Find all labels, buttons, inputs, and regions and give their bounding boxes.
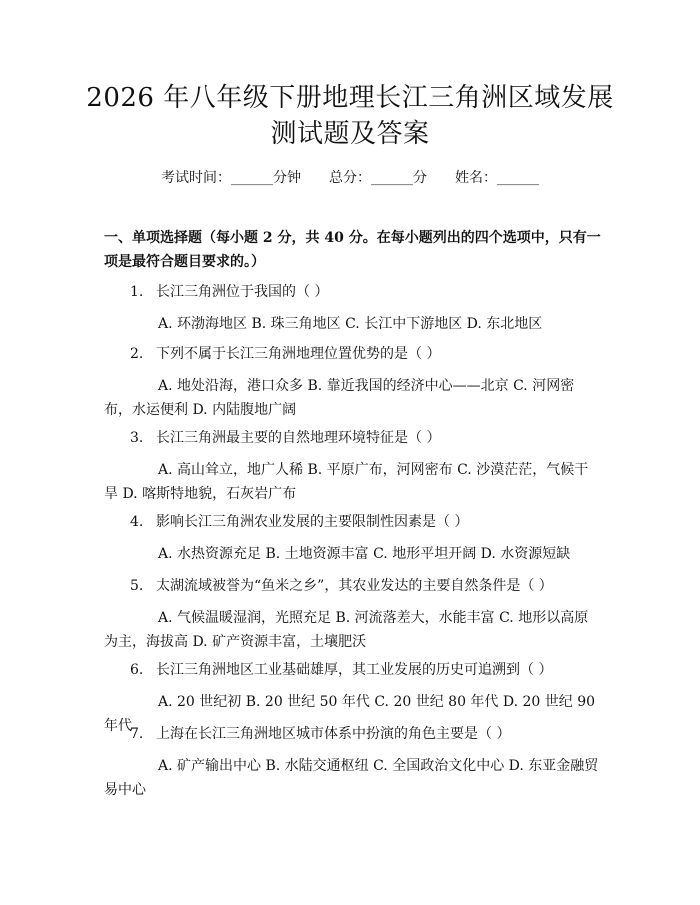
question-text: 影响长江三角洲农业发展的主要限制性因素是（ ） xyxy=(156,514,469,530)
question-options: A. 地处沿海，港口众多 B. 靠近我国的经济中心——北京 C. 河网密布，水运便利 D. 内陆腹地广阔 xyxy=(104,378,575,418)
question-text: 太湖流域被誉为“鱼米之乡”，其农业发达的主要自然条件是（ ） xyxy=(156,578,553,594)
question-text: 上海在长江三角洲地区城市体系中扮演的角色主要是（ ） xyxy=(156,726,511,742)
question-stem xyxy=(104,574,604,598)
question-number: 4. xyxy=(130,514,144,530)
question-stem xyxy=(104,426,604,450)
question-text: 下列不属于长江三角洲地理位置优势的是（ ） xyxy=(156,346,441,362)
exam-meta xyxy=(0,168,700,188)
question-stem xyxy=(104,722,604,746)
section-heading: 一、单项选择题（每小题 2 分，共 40 分。在每小题列出的四个选项中，只有一项是最符合题目要求的。） xyxy=(104,230,601,270)
question-stem xyxy=(104,342,604,366)
question-number: 1. xyxy=(130,284,144,300)
question-number: 2. xyxy=(130,346,144,362)
question-number: 6. xyxy=(130,662,144,678)
student-name-label: 姓名：______ xyxy=(455,170,539,186)
question-stem xyxy=(104,280,604,304)
page-title-line-2: 测试题及答案 xyxy=(270,119,430,149)
question-options: A. 高山耸立，地广人稀 B. 平原广布，河网密布 C. 沙漠茫茫，气候干旱 D. 喀斯特地貌，石灰岩广布 xyxy=(104,462,589,502)
exam-time-label: 考试时间：______分钟 xyxy=(161,170,301,186)
question-stem xyxy=(104,658,604,682)
question-number: 3. xyxy=(130,430,144,446)
question-options: A. 环渤海地区 B. 珠三角地区 C. 长江中下游地区 D. 东北地区 xyxy=(158,316,543,332)
question-options: A. 水热资源充足 B. 土地资源丰富 C. 地形平坦开阔 D. 水资源短缺 xyxy=(158,546,571,562)
question-number: 5. xyxy=(130,578,144,594)
question-text: 长江三角洲位于我国的（ ） xyxy=(156,284,329,300)
question-number: 7. xyxy=(130,726,144,742)
total-score-label: 总分：______分 xyxy=(329,170,427,186)
question-text: 长江三角洲地区工业基础雄厚，其工业发展的历史可追溯到（ ） xyxy=(156,662,553,678)
question-options: A. 气候温暖湿润，光照充足 B. 河流落差大，水能丰富 C. 地形以高原为主，海拔高 D. 矿产资源丰富，土壤肥沃 xyxy=(104,610,589,650)
question-text: 长江三角洲最主要的自然地理环境特征是（ ） xyxy=(156,430,441,446)
question-options: A. 矿产输出中心 B. 水陆交通枢纽 C. 全国政治文化中心 D. 东亚金融贸易中心 xyxy=(104,758,599,798)
page-title-line-1: 2026 年八年级下册地理长江三角洲区域发展 xyxy=(86,83,614,113)
question-stem xyxy=(104,510,604,534)
question-options: A. 20 世纪初 B. 20 世纪 50 年代 C. 20 世纪 80 年代 D. 20 世纪 90 年代 xyxy=(104,694,596,734)
